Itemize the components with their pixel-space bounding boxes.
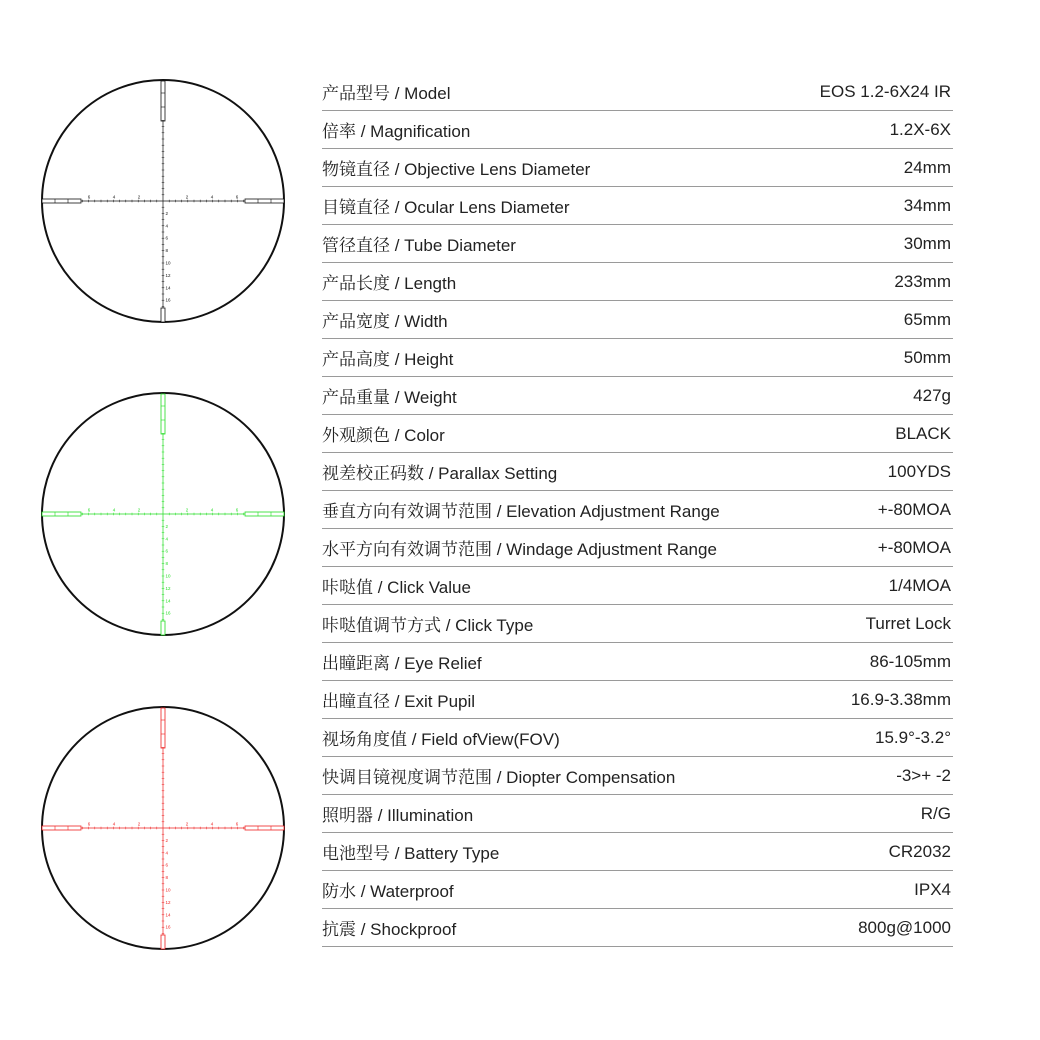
reticle-label: 12: [165, 899, 171, 905]
reticle-label: 4: [165, 850, 169, 856]
spec-label: 咔哒值 / Click Value: [322, 578, 471, 597]
reticle-label: 4: [165, 223, 169, 229]
reticle-label: 2: [137, 821, 141, 827]
bottom-post: [161, 308, 165, 322]
reticle-label: 2: [185, 507, 189, 513]
reticle-label: 8: [165, 875, 169, 881]
spec-label: 抗震 / Shockproof: [322, 920, 457, 939]
spec-value: 34mm: [903, 195, 951, 215]
spec-row: [322, 605, 953, 643]
spec-row: [322, 643, 953, 681]
spec-value: 800g@1000: [858, 917, 951, 937]
reticle-label: 2: [165, 523, 169, 529]
spec-value: CR2032: [888, 841, 951, 861]
spec-label: 倍率 / Magnification: [322, 122, 471, 141]
spec-value: 1.2X-6X: [889, 119, 951, 139]
spec-value: 65mm: [903, 309, 951, 329]
reticle-label: 6: [87, 821, 91, 827]
reticle-label: 4: [112, 194, 116, 200]
spec-label: 出瞳直径 / Exit Pupil: [322, 692, 476, 711]
spec-value: +-80MOA: [877, 537, 951, 557]
spec-row: [322, 909, 953, 947]
spec-value: 233mm: [894, 271, 951, 291]
reticle-label: 16: [165, 297, 171, 303]
reticle-label: 6: [165, 235, 169, 241]
reticle-label: 4: [210, 507, 214, 513]
spec-table: [322, 73, 953, 947]
spec-value: 30mm: [903, 233, 951, 253]
spec-value: BLACK: [895, 423, 951, 443]
spec-label: 垂直方向有效调节范围 / Elevation Adjustment Range: [322, 502, 720, 521]
reticle-label: 6: [87, 507, 91, 513]
spec-value: 100YDS: [887, 461, 951, 481]
spec-row: [322, 415, 953, 453]
spec-row: [322, 567, 953, 605]
spec-row: [322, 111, 953, 149]
left-post: [42, 826, 81, 830]
reticle-label: 14: [165, 912, 171, 918]
spec-row: [322, 871, 953, 909]
spec-value: -3>+ -2: [896, 765, 951, 785]
reticle-diagram-green: [38, 389, 288, 639]
spec-value: 24mm: [903, 157, 951, 177]
reticle-label: 6: [235, 821, 239, 827]
spec-row: [322, 339, 953, 377]
reticle-diagram-red: [38, 703, 288, 953]
spec-row: [322, 491, 953, 529]
reticle-label: 16: [165, 924, 171, 930]
reticle-label: 12: [165, 272, 171, 278]
reticle-label: 6: [165, 548, 169, 554]
reticle-label: 6: [165, 862, 169, 868]
spec-row: [322, 73, 953, 111]
reticle-label: 4: [210, 821, 214, 827]
bottom-post: [161, 935, 165, 949]
reticle-label: 4: [112, 821, 116, 827]
bottom-post: [161, 621, 165, 635]
reticle-label: 10: [165, 260, 171, 266]
reticle-label: 8: [165, 561, 169, 567]
spec-label: 产品高度 / Height: [322, 350, 454, 369]
reticle-label: 14: [165, 285, 171, 291]
reticle-label: 6: [235, 194, 239, 200]
reticle-label: 16: [165, 610, 171, 616]
right-post: [245, 826, 284, 830]
reticle-label: 2: [137, 194, 141, 200]
spec-row: [322, 301, 953, 339]
spec-value: 50mm: [903, 347, 951, 367]
left-post: [42, 512, 81, 516]
spec-label: 产品型号 / Model: [322, 84, 451, 103]
left-post: [42, 199, 81, 203]
reticle-label: 2: [165, 837, 169, 843]
spec-label: 产品长度 / Length: [322, 274, 457, 293]
spec-value: 15.9°-3.2°: [875, 727, 951, 747]
spec-label: 产品宽度 / Width: [322, 312, 448, 331]
spec-row: [322, 719, 953, 757]
top-post: [161, 708, 165, 748]
spec-row: [322, 149, 953, 187]
reticle-label: 2: [165, 210, 169, 216]
spec-label: 管径直径 / Tube Diameter: [322, 236, 516, 255]
reticle-diagram-black: [38, 76, 288, 326]
reticle-label: 2: [137, 507, 141, 513]
reticle-label: 2: [185, 821, 189, 827]
spec-value: 1/4MOA: [888, 575, 951, 595]
spec-row: [322, 377, 953, 415]
reticle-label: 4: [165, 536, 169, 542]
spec-row: [322, 453, 953, 491]
spec-label: 出瞳距离 / Eye Relief: [322, 654, 482, 673]
right-post: [245, 199, 284, 203]
top-post: [161, 81, 165, 121]
spec-label: 视差校正码数 / Parallax Setting: [322, 464, 558, 483]
spec-label: 快调目镜视度调节范围 / Diopter Compensation: [322, 768, 676, 787]
reticle-label: 10: [165, 887, 171, 893]
reticle-label: 8: [165, 248, 169, 254]
spec-row: [322, 225, 953, 263]
reticle-label: 2: [185, 194, 189, 200]
spec-value: R/G: [920, 803, 951, 823]
right-post: [245, 512, 284, 516]
spec-row: [322, 187, 953, 225]
reticle-label: 6: [235, 507, 239, 513]
spec-row: [322, 263, 953, 301]
spec-label: 产品重量 / Weight: [322, 388, 457, 407]
spec-value: EOS 1.2-6X24 IR: [819, 81, 951, 101]
spec-value: +-80MOA: [877, 499, 951, 519]
spec-value: Turret Lock: [865, 613, 951, 633]
spec-value: 427g: [913, 385, 951, 405]
top-post: [161, 394, 165, 434]
spec-row: [322, 795, 953, 833]
spec-label: 外观颜色 / Color: [322, 426, 445, 445]
spec-row: [322, 757, 953, 795]
reticle-label: 4: [210, 194, 214, 200]
spec-label: 物镜直径 / Objective Lens Diameter: [322, 160, 591, 179]
spec-label: 水平方向有效调节范围 / Windage Adjustment Range: [322, 540, 717, 559]
spec-value: 86-105mm: [869, 651, 951, 671]
spec-label: 目镜直径 / Ocular Lens Diameter: [322, 198, 570, 217]
spec-value: 16.9-3.38mm: [850, 689, 951, 709]
spec-row: [322, 529, 953, 567]
reticle-label: 14: [165, 598, 171, 604]
spec-label: 电池型号 / Battery Type: [322, 844, 500, 863]
spec-label: 防水 / Waterproof: [322, 882, 454, 901]
reticle-label: 6: [87, 194, 91, 200]
reticle-label: 4: [112, 507, 116, 513]
spec-value: IPX4: [914, 879, 951, 899]
spec-label: 视场角度值 / Field ofView(FOV): [322, 730, 560, 749]
spec-row: [322, 681, 953, 719]
spec-label: 照明器 / Illumination: [322, 806, 474, 825]
spec-row: [322, 833, 953, 871]
reticle-label: 12: [165, 585, 171, 591]
reticle-label: 10: [165, 573, 171, 579]
spec-label: 咔哒值调节方式 / Click Type: [322, 616, 534, 635]
